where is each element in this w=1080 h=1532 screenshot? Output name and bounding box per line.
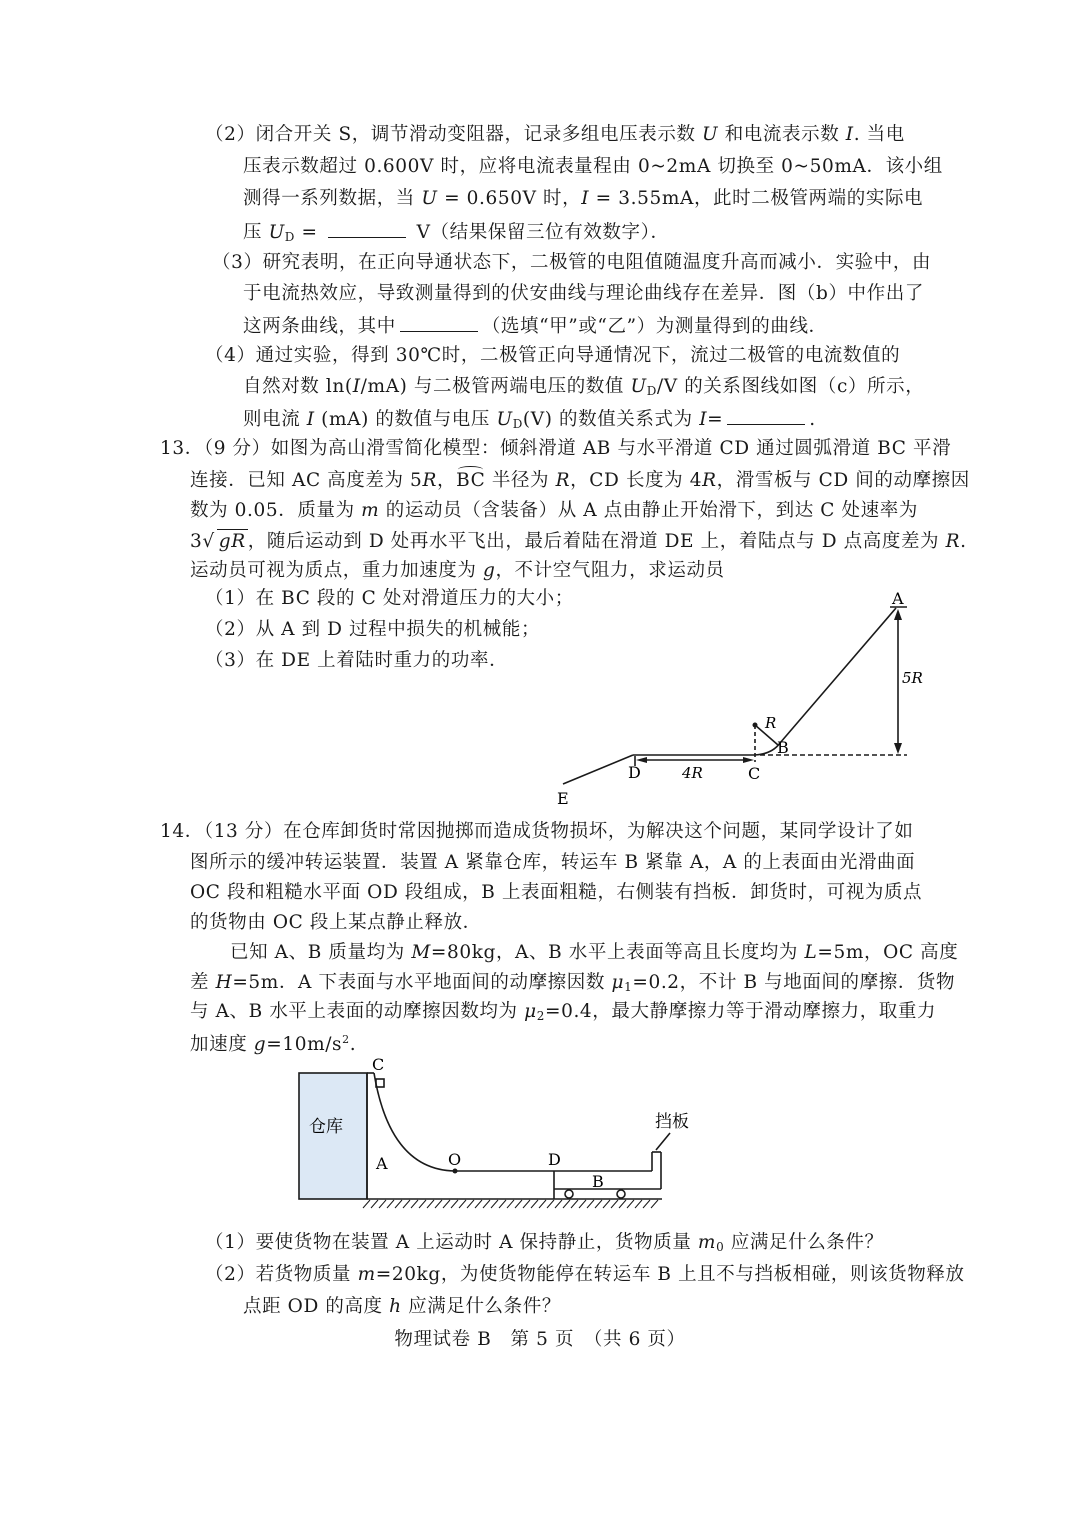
hatch-mark	[547, 1200, 554, 1208]
q14-sub2: （2）若货物质量 m=20kg，为使货物能停在转运车 B 上且不与挡板相碰，则该货物释放	[205, 1264, 965, 1285]
hatch-mark	[539, 1200, 546, 1208]
hatch-mark	[579, 1200, 586, 1208]
q14-sub1: （1）要使货物在装置 A 上运动时 A 保持静止，货物质量 $m_0$ 应满足什么条件？	[205, 1232, 884, 1254]
q13-line3: 数为 0.05．质量为 m 的运动员（含装备）从 A 点由静止开始滑下，到达 C 处速率为	[190, 500, 918, 521]
q12-p2-line2: 压表示数超过 0.600V 时，应将电流表量程由 0~2mA 切换至 0~50mA．该小组	[243, 156, 943, 177]
ground-hatch	[363, 1200, 658, 1208]
baffle-label: 挡板	[655, 1112, 689, 1132]
hatch-mark	[515, 1200, 522, 1208]
hatch-mark	[371, 1200, 378, 1208]
hatch-mark	[451, 1200, 458, 1208]
hatch-mark	[603, 1200, 610, 1208]
q14-known2: 差 H=5m．A 下表面与水平地面间的动摩擦因数 $\mu_1=0.2$，不计 B 与地面间的摩擦．货物	[190, 972, 956, 994]
hatch-mark	[427, 1200, 434, 1208]
answer-blank[interactable]	[727, 406, 805, 425]
q14-line1: 14．（13 分）在仓库卸货时常因抛掷而造成货物损坏，为解决这个问题，某同学设计了如	[160, 821, 914, 842]
sqrt-symbol: √	[202, 531, 215, 552]
cart-wheel-left	[565, 1190, 573, 1198]
q12-p4-line3: 则电流 I (mA) 的数值与电压 $U_D(V)$ 的数值关系式为 I= .	[243, 406, 816, 436]
hatch-mark	[611, 1200, 618, 1208]
label-o: O	[448, 1150, 462, 1169]
arrow-up-head	[894, 609, 902, 620]
hatch-mark	[403, 1200, 410, 1208]
q13-line1: 13．（9 分）如图为高山滑雪简化模型：倾斜滑道 AB 与水平滑道 CD 通过圆弧滑道 BC 平滑	[160, 438, 952, 459]
hatch-mark	[523, 1200, 530, 1208]
q13-sub1: （1）在 BC 段的 C 处对滑道压力的大小；	[205, 588, 574, 609]
q12-p3-line3: 这两条曲线，其中 （选填“甲”或“乙”）为测量得到的曲线．	[243, 313, 828, 339]
slope-de	[563, 755, 633, 784]
hatch-mark	[555, 1200, 562, 1208]
q12-p2-line1: （2）闭合开关 S，调节滑动变阻器，记录多组电压表示数 U 和电流表示数 I. 当电	[205, 124, 905, 145]
hatch-mark	[379, 1200, 386, 1208]
hatch-mark	[459, 1200, 466, 1208]
q14-known3: 与 A、B 水平上表面的动摩擦因数均为 $\mu_2=0.4$，最大静摩擦力等于滑动摩擦力，取重力	[190, 1001, 937, 1023]
label-c: C	[748, 764, 761, 783]
hatch-mark	[587, 1200, 594, 1208]
label-b: B	[777, 738, 789, 757]
q12-p2-line3: 测得一系列数据，当 U = 0.650V 时，I = 3.55mA，此时二极管两端的实际电	[243, 188, 924, 209]
warehouse-label: 仓库	[309, 1117, 343, 1137]
label-5r: 5R	[902, 669, 923, 687]
hatch-mark	[563, 1200, 570, 1208]
q14-line4: 的货物由 OC 段上某点静止释放．	[190, 912, 482, 933]
hatch-mark	[619, 1200, 626, 1208]
arc-center-dot	[753, 723, 758, 728]
label-r: R	[765, 714, 777, 732]
hatch-mark	[363, 1200, 370, 1208]
hatch-mark	[499, 1200, 506, 1208]
warehouse-diagram	[290, 1055, 710, 1210]
hatch-mark	[651, 1200, 658, 1208]
baffle-pointer	[656, 1133, 670, 1150]
q12-p4-line2: 自然对数 ln(I/mA) 与二极管两端电压的数值 $U_D/V$ 的关系图线如图（c）所示，	[243, 376, 925, 398]
label-a: A	[376, 1154, 388, 1173]
hatch-mark	[627, 1200, 634, 1208]
label-a: A	[892, 589, 904, 608]
point-o-dot	[453, 1169, 458, 1174]
hatch-mark	[411, 1200, 418, 1208]
slope-ab	[780, 608, 896, 743]
hatch-mark	[491, 1200, 498, 1208]
hatch-mark	[531, 1200, 538, 1208]
label-c: C	[372, 1055, 385, 1074]
hatch-mark	[395, 1200, 402, 1208]
arc-bc: BC	[456, 470, 486, 491]
answer-blank[interactable]	[400, 313, 478, 332]
hatch-mark	[467, 1200, 474, 1208]
answer-blank[interactable]	[328, 219, 406, 238]
q12-p2-line4: 压 $U_D = V$（结果保留三位有效数字）．	[243, 219, 670, 249]
q13-line2: 连接．已知 AC 高度差为 5R，BC 半径为 R，CD 长度为 4R，滑雪板与 CD 间的动摩擦因	[190, 470, 970, 491]
hatch-mark	[595, 1200, 602, 1208]
label-b: B	[592, 1172, 604, 1191]
hatch-mark	[387, 1200, 394, 1208]
page-footer: 物理试卷 B 第 5 页 （共 6 页）	[394, 1329, 686, 1350]
q12-p3-line1: （3）研究表明，在正向导通状态下，二极管的电阻值随温度升高而减小．实验中，由	[212, 252, 932, 273]
hatch-mark	[435, 1200, 442, 1208]
q14-known1: 已知 A、B 质量均为 M=80kg，A、B 水平上表面等高且长度均为 L=5m，OC 高度	[230, 942, 959, 963]
label-d: D	[548, 1150, 561, 1169]
q14-sub3: 点距 OD 的高度 h 应满足什么条件？	[243, 1296, 561, 1317]
hatch-mark	[483, 1200, 490, 1208]
q14-line3: OC 段和粗糙水平面 OD 段组成，B 上表面粗糙，右侧装有挡板．卸货时，可视为质点	[190, 882, 923, 903]
hatch-mark	[443, 1200, 450, 1208]
label-d: D	[628, 763, 641, 782]
q14-known4: 加速度 $g=10m/s^2$.	[190, 1033, 357, 1056]
hatch-mark	[507, 1200, 514, 1208]
arrow-down-head	[894, 743, 902, 754]
q12-p3-line2: 于电流热效应，导致测量得到的伏安曲线与理论曲线存在差异．图（b）中作出了	[243, 283, 924, 304]
label-e: E	[557, 789, 569, 808]
hatch-mark	[419, 1200, 426, 1208]
hatch-mark	[643, 1200, 650, 1208]
q13-sub3: （3）在 DE 上着陆时重力的功率．	[205, 650, 509, 671]
q13-line4: 3√ gR ，随后运动到 D 处再水平飞出，最后着陆在滑道 DE 上，着陆点与 D 点高度差为 R.	[190, 531, 967, 552]
q14-line2: 图所示的缓冲转运装置．装置 A 紧靠仓库，转运车 B 紧靠 A，A 的上表面由光滑曲面	[190, 852, 916, 873]
arrow-right-head	[743, 757, 754, 763]
hatch-mark	[571, 1200, 578, 1208]
q13-line5: 运动员可视为质点，重力加速度为 g，不计空气阻力，求运动员	[190, 560, 725, 581]
hatch-mark	[635, 1200, 642, 1208]
ski-slope-diagram	[550, 580, 950, 810]
cart-wheel-right	[617, 1190, 625, 1198]
q12-p4-line1: （4）通过实验，得到 30℃时，二极管正向导通情况下，流过二极管的电流数值的	[205, 345, 901, 366]
q13-sub2: （2）从 A 到 D 过程中损失的机械能；	[205, 619, 541, 640]
hatch-mark	[475, 1200, 482, 1208]
label-4r: 4R	[682, 764, 703, 782]
